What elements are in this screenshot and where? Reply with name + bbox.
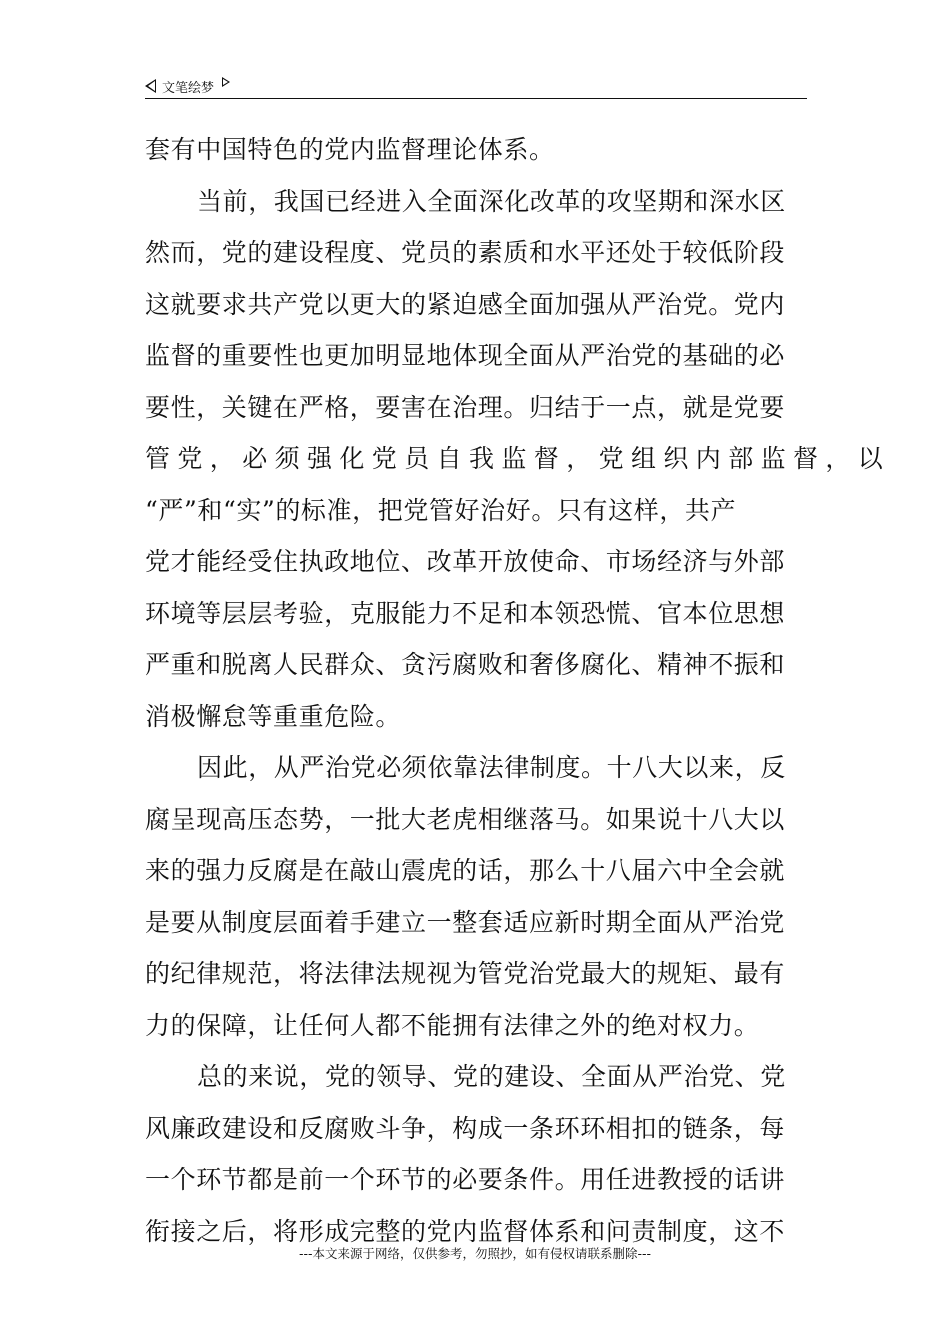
- document-body: [145, 124, 891, 1257]
- text-line: 党才能经受住执政地位、改革开放使命、市场经济与外部: [145, 547, 786, 576]
- text-line: “严”和“实”的标准，把党管好治好。只有这样，共产: [145, 495, 737, 525]
- triangle-right-icon: [222, 77, 230, 87]
- text-line: 风廉政建设和反腐败斗争，构成一条环环相扣的链条，每: [145, 1113, 786, 1143]
- text-line: 来的强力反腐是在敲山震虎的话，那么十八届六中全会就: [145, 856, 786, 885]
- header-title: 文笔绘梦: [162, 80, 215, 96]
- text-line: 的纪律规范，将法律法规视为管党治党最大的规矩、最有: [145, 959, 786, 988]
- page-footer: ---本文来源于网络，仅供参考，勿照抄，如有侵权请联系删除---: [298, 1246, 652, 1261]
- text-line: 是要从制度层面着手建立一整套适应新时期全面从严治党: [145, 907, 786, 937]
- paragraph-first-line: 因此，从严治党必须依靠法律制度。十八大以来，反: [197, 753, 786, 782]
- text-line: 一个环节都是前一个环节的必要条件。用任进教授的话讲: [145, 1165, 786, 1194]
- text-line: 力的保障，让任何人都不能拥有法律之外的绝对权力。: [145, 1010, 760, 1040]
- paragraph-first-line: 总的来说，党的领导、党的建设、全面从严治党、党: [197, 1062, 786, 1091]
- text-line: 环境等层层考验，克服能力不足和本领恐慌、官本位思想: [145, 598, 786, 628]
- text-line: 套有中国特色的党内监督理论体系。: [145, 135, 555, 164]
- text-line: 消极懈怠等重重危险。: [145, 701, 402, 731]
- text-line: 管党，必须强化党员自我监督，党组织内部监督，以: [145, 444, 891, 473]
- page-header: [145, 74, 807, 98]
- paragraph-first-line: 当前，我国已经进入全面深化改革的攻坚期和深水区: [197, 186, 786, 216]
- text-line: 监督的重要性也更加明显地体现全面从严治党的基础的必: [145, 341, 786, 370]
- triangle-left-icon: [145, 79, 156, 93]
- header-divider: [145, 98, 807, 99]
- text-line: 严重和脱离人民群众、贪污腐败和奢侈腐化、精神不振和: [145, 650, 786, 679]
- text-line: 这就要求共产党以更大的紧迫感全面加强从严治党。党内: [145, 289, 786, 319]
- text-line: 腐呈现高压态势，一批大老虎相继落马。如果说十八大以: [145, 804, 786, 834]
- text-line: 衔接之后，将形成完整的党内监督体系和问责制度，这不: [145, 1216, 786, 1246]
- text-line: 要性，关键在严格，要害在治理。归结于一点，就是党要: [145, 392, 786, 422]
- text-line: 然而，党的建设程度、党员的素质和水平还处于较低阶段: [145, 238, 786, 267]
